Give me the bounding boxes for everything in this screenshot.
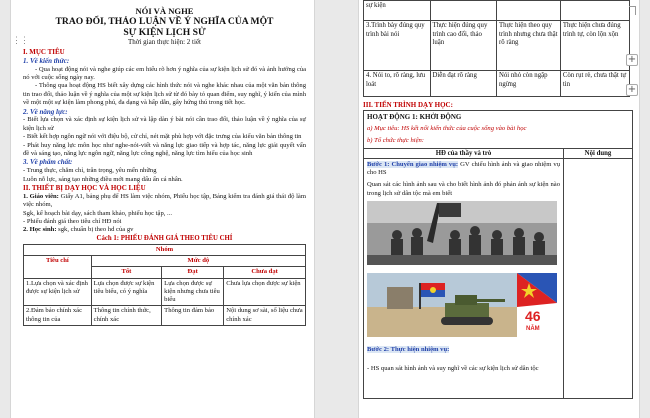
- table-cell: [430, 1, 497, 21]
- table-cell: Thông tin đảm bảo: [162, 306, 224, 326]
- table-cell: Nói nhỏ còn ngập ngừng: [497, 71, 561, 97]
- table-cell: Lựa chọn được sự kiện nhưng chưa tiêu biểu: [162, 278, 224, 306]
- table-cell: Còn rụt rè, chưa thật tự tin: [560, 71, 629, 97]
- content-cell: [564, 158, 633, 398]
- table-row: [364, 71, 630, 97]
- paragraph: - Qua hoạt động nói và nghe giúp các em hiểu rõ hơn ý nghĩa của sự kiện lịch sử đó và ảnh hưởng của nó với cuộc sống ngày nay.: [23, 65, 306, 81]
- step2-text: - HS quan sát hình ảnh và suy nghĩ về các sự kiện lịch sử dân tộc: [367, 364, 539, 372]
- table-cell: [560, 1, 629, 21]
- right-page: [358, 0, 640, 418]
- column-header-activity: HĐ của thầy và trò: [364, 148, 564, 158]
- paragraph: [23, 226, 306, 234]
- table-cell: 1.Lựa chọn và xác định được sự kiện lịch sử: [24, 278, 92, 306]
- subsection-knowledge: 1. Về kiến thức:: [23, 56, 70, 65]
- criteria-table: [23, 244, 306, 326]
- badge-word: NĂM: [526, 326, 540, 333]
- table-group-header: Nhóm: [24, 244, 306, 255]
- student-text: sgk, chuẩn bị theo hd của gv: [56, 226, 134, 234]
- lesson-duration: Thời gian thực hiện: 2 tiết: [127, 38, 201, 46]
- subsection-qualities: 3. Về phẩm chất:: [23, 158, 73, 167]
- paragraph: - Thông qua hoạt động HS biết xây dựng các hình thức nói và nghe khác nhau của một văn bản thông tin trao đổi, thảo luận về ý nghĩa của một sự kiện lịch sử từ đó bày tỏ quan điểm, suy nghĩ, ý kiến của mình về một một sự kiện làm phong phú, đa dạng và hấp dẫn, gây hứng thú trong tiết học.: [23, 82, 306, 107]
- section-procedure: III. TIẾN TRÌNH DẠY HỌC:: [363, 101, 453, 109]
- table-row: [364, 1, 630, 21]
- table-cell: Diễn đạt rõ ràng: [430, 71, 497, 97]
- historical-photo-soldiers: [367, 201, 560, 270]
- step1-text: GV chiếu hình ảnh và giao nhiệm vụ cho HS: [367, 160, 561, 177]
- step1-paragraph: [367, 161, 560, 178]
- table-cell: Nội dung sơ sài, số liệu chưa chính xác: [224, 306, 306, 326]
- lesson-title-line-2: SỰ KIỆN LỊCH SỬ: [123, 27, 206, 38]
- table-row: [24, 306, 306, 326]
- section-equipment: II. THIẾT BỊ DẠY HỌC VÀ HỌC LIỆU: [23, 184, 146, 193]
- table-row: [364, 21, 630, 71]
- add-row-button[interactable]: +: [627, 84, 637, 95]
- drag-handle-icon[interactable]: ⋮⋮: [12, 35, 28, 45]
- table-header-criteria: Tiêu chí: [24, 255, 92, 278]
- table-cell: Lựa chọn được sự kiện tiêu biểu, có ý nghĩa: [91, 278, 162, 306]
- activity-block: [364, 110, 633, 148]
- activity-goal: a) Mục tiêu: HS kết nối kiến thức của cuộc sống vào bài học: [367, 124, 527, 132]
- step2-label: Bước 2: Thực hiện nhiệm vụ:: [367, 346, 450, 354]
- cursor-marker-icon: [629, 6, 636, 15]
- paragraph: - Phiếu đánh giá theo tiêu chí HĐ nói: [23, 218, 122, 226]
- student-label: 2. Học sinh:: [23, 226, 57, 234]
- table-cell: Thực hiện đúng quy trình cao đổi, thảo luận: [430, 21, 497, 71]
- table-header-good: Tốt: [91, 267, 162, 278]
- table-cell: Thực hiện theo quy trình nhưng chưa thật rõ ràng: [497, 21, 561, 71]
- table-cell: Thông tin chính thức, chính xác: [91, 306, 162, 326]
- add-row-button[interactable]: +: [627, 54, 637, 65]
- table-cell: 3.Trình bày đúng quy trình bài nói: [364, 21, 431, 71]
- table-title: Cách 1: PHIẾU ĐÁNH GIÁ THEO TIÊU CHÍ: [96, 234, 233, 242]
- activity-cell: [364, 158, 564, 398]
- table-row: [24, 278, 306, 306]
- table-cell: [497, 1, 561, 21]
- activity-heading: HOẠT ĐỘNG 1: KHỞI ĐỘNG: [367, 112, 462, 121]
- activity-organization: b) Tổ chức thực hiện:: [367, 137, 424, 145]
- teacher-text: Giấy A1, bảng phụ để HS làm việc nhóm, Phiếu học tập, Bảng kiểm tra đánh giá thái độ làm việc nhóm,: [23, 192, 306, 209]
- left-page: [10, 0, 315, 418]
- historical-photo-tank-flag: [367, 273, 560, 342]
- paragraph: - Biết lựa chọn và xác định sự kiện lịch sử và lập dàn ý bài nói cần trao đổi, thảo luận về ý nghĩa của sự kiện lịch sử: [23, 116, 306, 132]
- column-header-content: Nội dung: [564, 148, 633, 158]
- table-cell: 4. Nói to, rõ ràng, lưu loát: [364, 71, 431, 97]
- teacher-label: 1. Giáo viên:: [23, 192, 59, 200]
- paragraph: Sgk, kế hoạch bài dạy, sách tham khảo, phiếu học tập, ...: [23, 209, 172, 217]
- paragraph: [23, 193, 306, 210]
- step2-paragraph: [367, 346, 560, 354]
- subsection-competence: 2. Về năng lực:: [23, 107, 68, 116]
- paragraph: - Phát huy năng lực môn học như nghe-nói-viết và năng lực giao tiếp và hợp tác, năng lực giải quyết vấn đề và sáng tạo, năng lực ngôn ngữ, năng lực công nghệ, năng lực tìm hiểu của học sinh: [23, 141, 306, 158]
- table-cell: Chưa lựa chọn được sự kiện: [224, 278, 306, 306]
- table-header-fail: Chưa đạt: [224, 267, 306, 278]
- activity-table: [363, 110, 633, 399]
- lesson-category: NÓI VÀ NGHE: [135, 6, 194, 16]
- criteria-table-continued: [363, 0, 630, 97]
- step1-detail: Quan sát các hình ảnh sau và cho biết hình ảnh đó phản ánh sự kiện nào trong lịch sử dân tộc mà em biết: [367, 181, 560, 197]
- badge-number: 46: [525, 308, 541, 325]
- paragraph: - Biết kết hợp ngôn ngữ nói với điệu bộ, cử chỉ, nét mặt phù hợp với đặc trưng của kiểu văn bản thông tin: [23, 133, 302, 141]
- paragraph: - Trung thực, chăm chỉ, trân trọng, yêu mến những: [23, 167, 157, 175]
- paragraph: Luôn nỗ lực, sáng tạo những điều mới mang dấu ấn cá nhân.: [23, 175, 183, 183]
- step1-label: Bước 1: Chuyển giao nhiệm vụ:: [367, 160, 459, 168]
- table-header-level: Mức độ: [91, 255, 305, 266]
- table-cell: Thực hiện chưa đúng trình tự, còn lộn xộn: [560, 21, 629, 71]
- table-cell: 2.Đảm bảo chính xác thông tin của: [24, 306, 92, 326]
- section-objectives: I. MỤC TIÊU: [23, 48, 65, 56]
- table-cell: sự kiện: [364, 1, 431, 21]
- table-header-pass: Đạt: [162, 267, 224, 278]
- lesson-title-line-1: TRAO ĐỔI, THẢO LUẬN VỀ Ý NGHĨA CỦA MỘT: [55, 16, 274, 27]
